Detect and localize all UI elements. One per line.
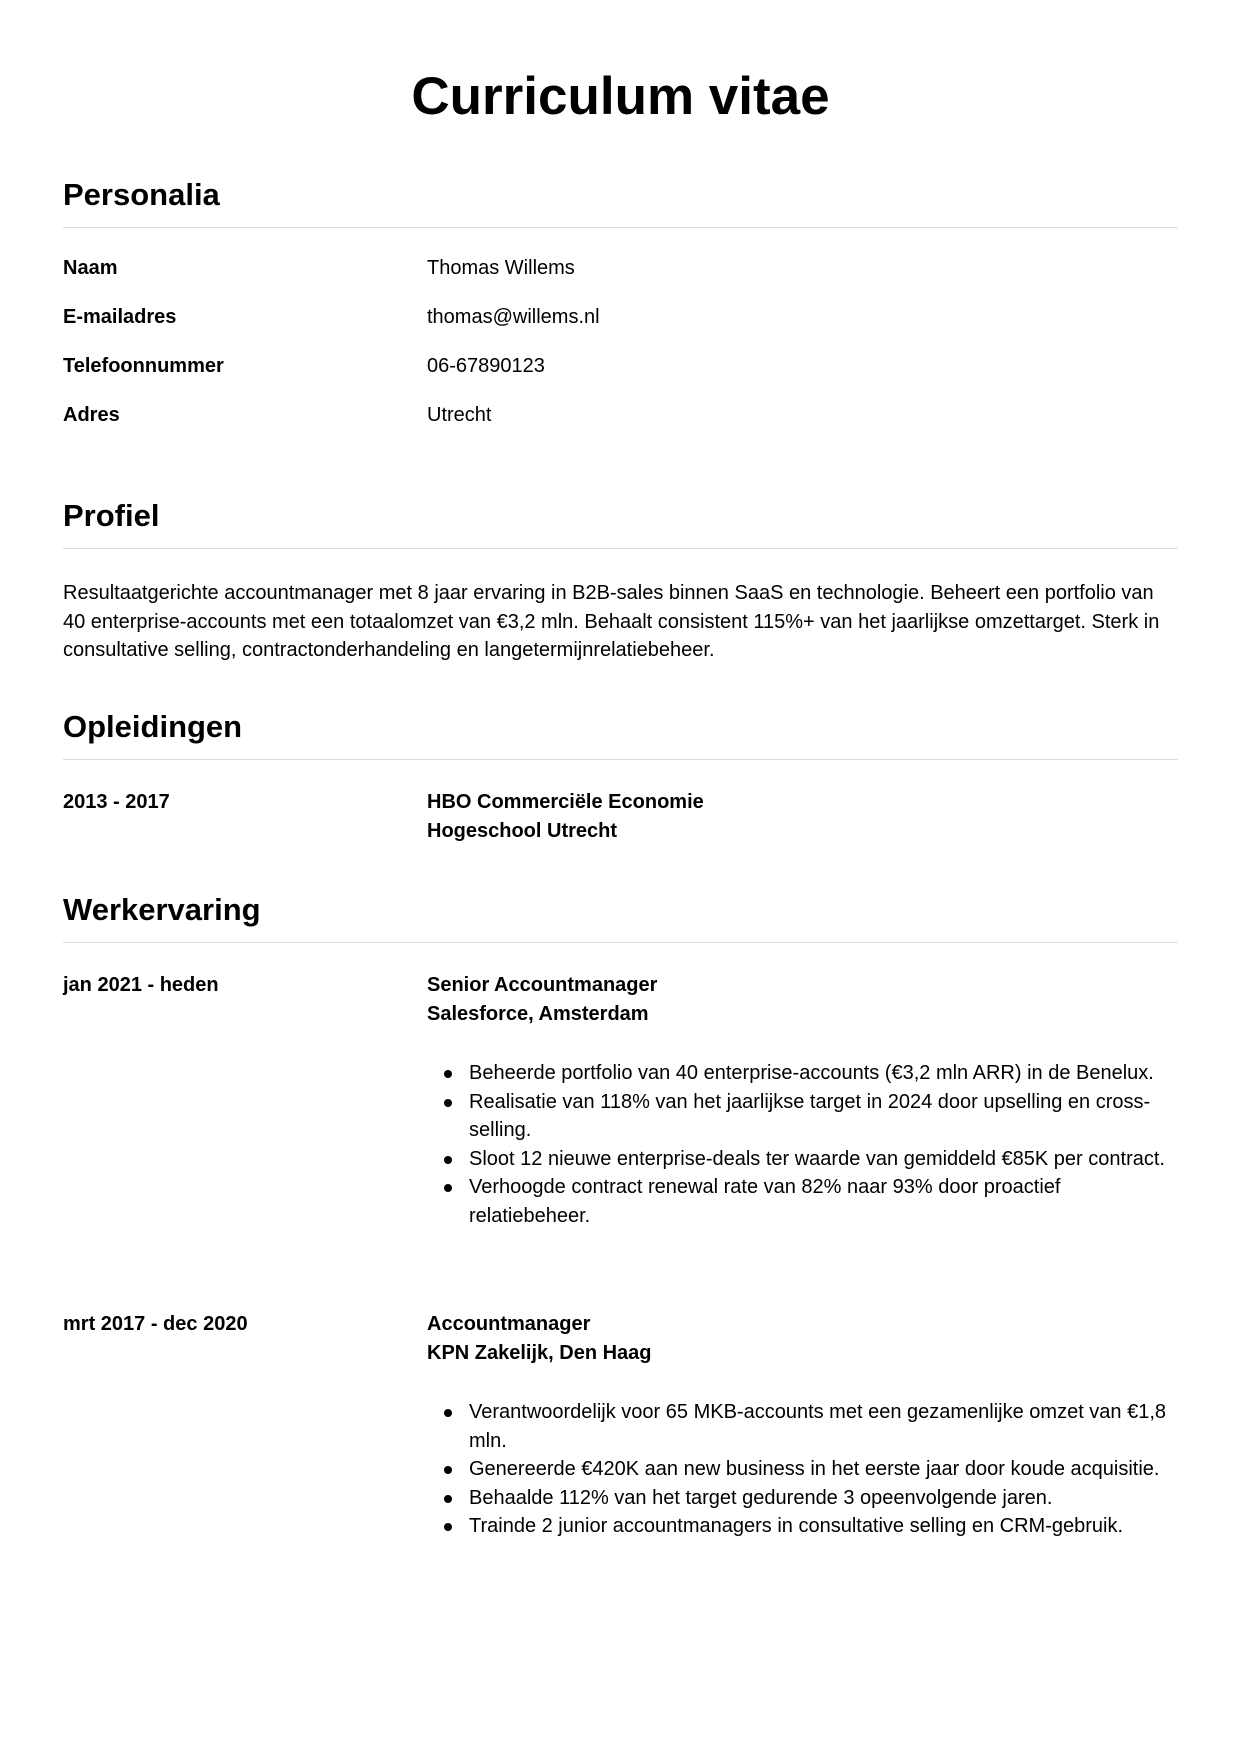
section-heading-personalia: Personalia [63,177,220,212]
personalia-row-adres [63,401,1178,430]
education-title: HBO Commerciële Economie [427,791,704,813]
personalia-value: 06-67890123 [427,355,545,377]
job-title: Senior Accountmanager [427,974,658,996]
section-divider [63,759,1178,760]
section-divider [63,227,1178,228]
section-divider [63,548,1178,549]
job-achievements [427,1059,1178,1230]
job-title: Accountmanager [427,1313,591,1335]
personalia-row-telefoon [63,352,1178,381]
section-opleidingen [63,707,1178,842]
education-institution: Hogeschool Utrecht [427,820,618,842]
list-item: Realisatie van 118% van het jaarlijkse target in 2024 door upselling en cross-selling. [427,1088,1178,1145]
list-item: Sloot 12 nieuwe enterprise-deals ter waarde van gemiddeld €85K per contract. [427,1145,1178,1174]
list-item: Genereerde €420K aan new business in het eerste jaar door koude acquisitie. [427,1455,1178,1484]
list-item: Trainde 2 junior accountmanagers in consultative selling en CRM-gebruik. [427,1512,1178,1541]
personalia-row-email [63,303,1178,332]
section-profiel [63,496,1178,665]
job-entry [63,1310,1178,1570]
job-company: Salesforce, Amsterdam [427,1003,649,1025]
education-period: 2013 - 2017 [63,791,170,813]
section-personalia [63,175,1178,426]
document-title: Curriculum vitae [411,67,830,126]
list-item: Behaalde 112% van het target gedurende 3 opeenvolgende jaren. [427,1484,1178,1513]
list-item: Verhoogde contract renewal rate van 82% naar 93% door proactief relatiebeheer. [427,1173,1178,1230]
section-heading-opleidingen: Opleidingen [63,709,243,744]
personalia-value: Thomas Willems [427,257,575,279]
job-details [427,1310,1178,1541]
job-entry [63,971,1178,1289]
profile-summary: Resultaatgerichte accountmanager met 8 jaar ervaring in B2B-sales binnen SaaS en technologie. Beheert een portfolio van 40 enterprise-accounts met een totaalomzet van €3,2 mln. Behaalt consistent 115%+ van het jaarlijkse omzettarget. Sterk in consultative selling, contractonderhandeling en langetermijnrelatiebeheer. [63,582,1160,661]
list-item: Verantwoordelijk voor 65 MKB-accounts met een gezamenlijke omzet van €1,8 mln. [427,1398,1178,1455]
section-werkervaring [63,890,1178,1537]
personalia-label: Adres [63,404,120,426]
personalia-label: Naam [63,257,118,279]
section-heading-werkervaring: Werkervaring [63,892,261,927]
job-achievements [427,1398,1178,1541]
personalia-value: Utrecht [427,404,492,426]
personalia-label: Telefoonnummer [63,355,224,377]
job-period: mrt 2017 - dec 2020 [63,1313,248,1335]
education-details [427,788,1178,846]
section-heading-profiel: Profiel [63,498,160,533]
personalia-value: thomas@willems.nl [427,306,600,328]
job-details [427,971,1178,1230]
job-company: KPN Zakelijk, Den Haag [427,1342,652,1364]
job-period: jan 2021 - heden [63,974,219,996]
list-item: Beheerde portfolio van 40 enterprise-accounts (€3,2 mln ARR) in de Benelux. [427,1059,1178,1088]
personalia-label: E-mailadres [63,306,177,328]
personalia-row-naam [63,254,1178,283]
section-divider [63,942,1178,943]
education-entry [63,788,1178,848]
